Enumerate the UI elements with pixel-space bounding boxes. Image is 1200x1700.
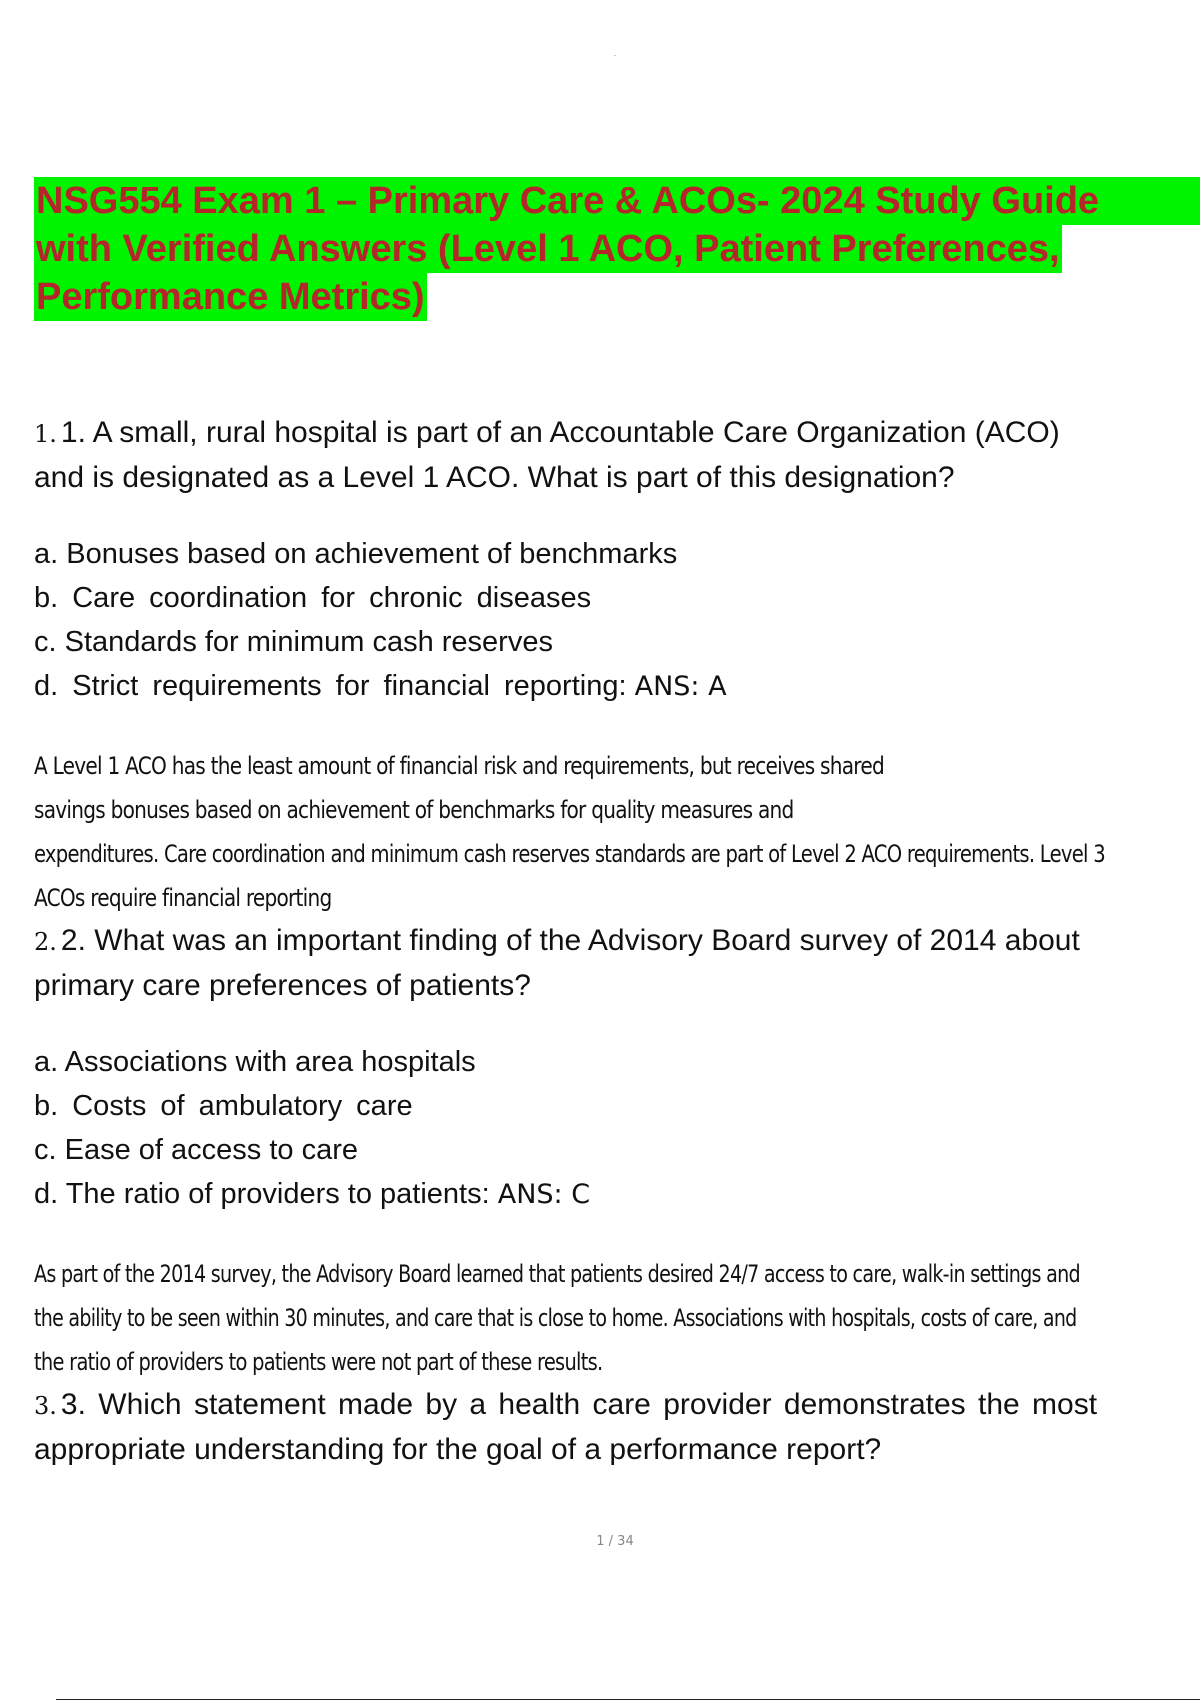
title-line-3: Performance Metrics) (34, 273, 427, 321)
question-1-stem-text: 1. A small, rural hospital is part of an Accountable Care Organization (ACO) (60, 416, 1060, 449)
question-2-option-b: b. Costs of ambulatory care (34, 1090, 413, 1122)
title-line-2: with Verified Answers (Level 1 ACO, Patient Preferences, (34, 225, 1062, 273)
question-2-options (34, 1040, 1194, 1217)
question-1-option-d (34, 664, 1194, 709)
question-3-number: 3. (34, 1392, 57, 1420)
rationale-1-line-1: A Level 1 ACO has the least amount of financial risk and requirements, but receives shared (34, 752, 884, 780)
question-2-option-d-text: d. The ratio of providers to patients: (34, 1178, 490, 1210)
title-line-1: NSG554 Exam 1 – Primary Care & ACOs- 2024 Study Guide (34, 177, 1200, 225)
question-1-options (34, 532, 1194, 709)
question-2-option-c: c. Ease of access to care (34, 1134, 358, 1166)
rationale-1-line-3: expenditures. Care coordination and minimum cash reserves standards are part of Level 2 ACO requirements. Level 3 (34, 840, 1105, 868)
question-2-stem-text: 2. What was an important finding of the Advisory Board survey of 2014 about (60, 924, 1080, 957)
question-2 (34, 919, 1194, 1007)
rationale-2-line-3: the ratio of providers to patients were not part of these results. (34, 1348, 603, 1376)
rationale-2-line-2: the ability to be seen within 30 minutes, and care that is close to home. Associations with hospitals, costs of care, and (34, 1304, 1077, 1332)
question-3-stem-line-1 (34, 1383, 1194, 1428)
document-title (34, 177, 1200, 321)
question-1-option-c: c. Standards for minimum cash reserves (34, 626, 553, 658)
question-2-stem-line-2: primary care preferences of patients? (34, 969, 531, 1002)
question-1-answer: ANS: A (634, 671, 727, 702)
question-3-stem-text: 3. Which statement made by a health care provider demonstrates the most (60, 1388, 1098, 1421)
rationale-1-line-4: ACOs require financial reporting (34, 884, 332, 912)
question-3-stem-line-2: appropriate understanding for the goal of a performance report? (34, 1433, 882, 1466)
question-2-rationale (34, 1252, 1194, 1384)
question-1-stem-line-2: and is designated as a Level 1 ACO. What is part of this designation? (34, 461, 955, 494)
question-1-option-a: a. Bonuses based on achievement of benchmarks (34, 538, 678, 570)
question-2-option-a: a. Associations with area hospitals (34, 1046, 476, 1078)
question-1-stem-line-1 (34, 411, 1194, 456)
rationale-1-line-2: savings bonuses based on achievement of benchmarks for quality measures and (34, 796, 794, 824)
rationale-2-line-1: As part of the 2014 survey, the Advisory Board learned that patients desired 24/7 access to care, walk-in settings and (34, 1260, 1080, 1288)
question-3 (34, 1383, 1194, 1471)
question-1-rationale (34, 744, 1194, 920)
page-indicator: 1 / 34 (596, 1534, 634, 1549)
question-1-option-b: b. Care coordination for chronic diseases (34, 582, 592, 614)
top-dot (614, 55, 616, 56)
question-2-number: 2. (34, 928, 57, 956)
question-2-answer: ANS: C (497, 1179, 591, 1210)
question-1-option-d-text: d. Strict requirements for financial reporting: (34, 670, 627, 702)
question-2-option-d (34, 1172, 1194, 1217)
question-1-number: 1. (34, 420, 57, 448)
question-1 (34, 411, 1194, 499)
question-2-stem-line-1 (34, 919, 1194, 964)
